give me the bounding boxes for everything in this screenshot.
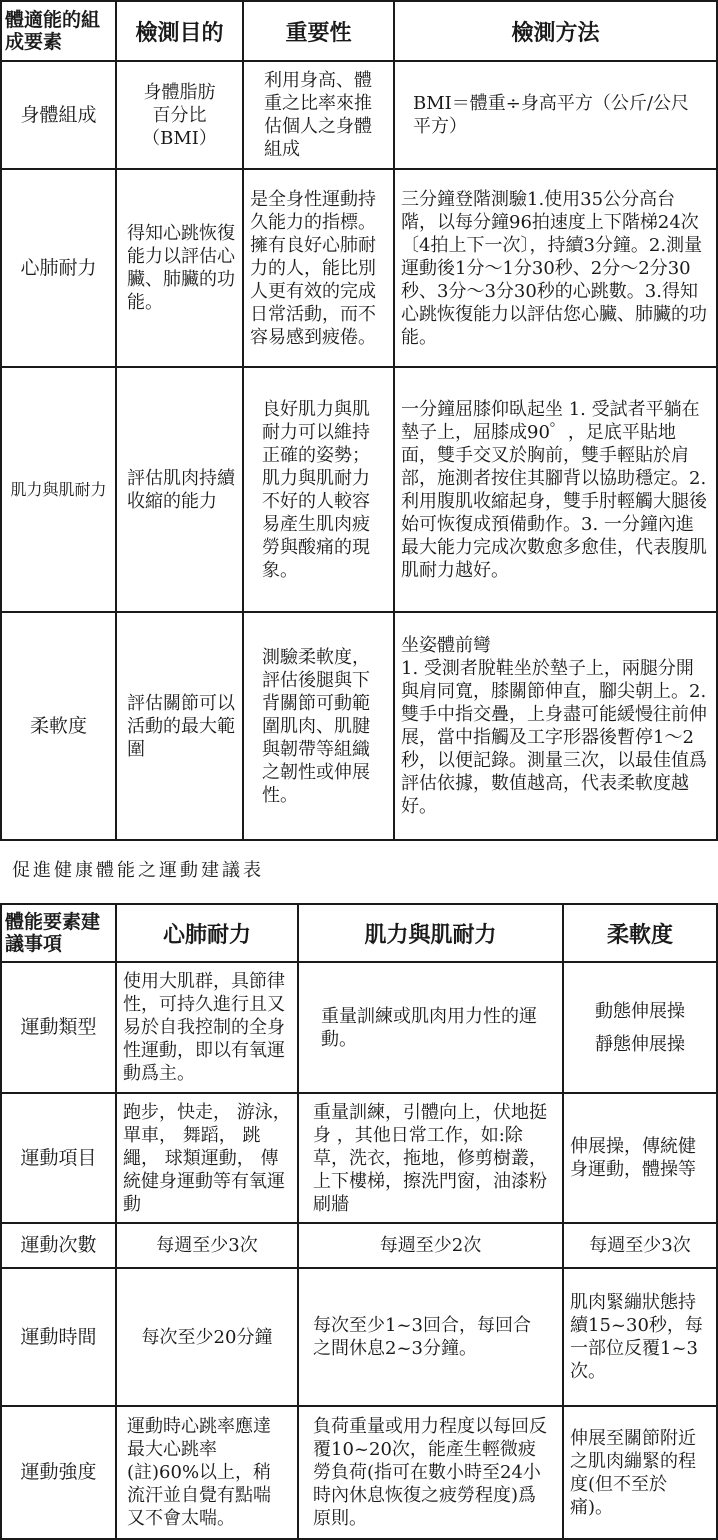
cell-flexibility: 伸展至關節附近之肌肉繃緊的程度(但不至於痛)。 xyxy=(563,1406,717,1539)
table-header-row xyxy=(1,1,717,61)
cell-importance: 利用身高、體重之比率來推估個人之身體組成 xyxy=(243,61,394,169)
table-row xyxy=(1,1268,717,1406)
cell-strength: 每週至少2次 xyxy=(298,1223,563,1268)
cell-flexibility xyxy=(563,962,717,1093)
table-row xyxy=(1,169,717,367)
cell-cardio: 每次至少20分鐘 xyxy=(116,1268,298,1406)
row-label-exercise-type: 運動類型 xyxy=(1,962,116,1093)
static-stretch: 靜態伸展操 xyxy=(595,1033,685,1055)
header-test-purpose: 檢測目的 xyxy=(116,1,243,61)
cell-strength: 重量訓練或肌肉用力性的運動。 xyxy=(298,962,563,1093)
table-row xyxy=(1,61,717,169)
cell-method: 一分鐘屈膝仰臥起坐 1. 受試者平躺在墊子上，屈膝成90゜，足底平貼地面，雙手交叉於胸前，雙手輕貼於肩部，施測者按住其腳背以協助穩定。2. 利用腹肌收縮起身，雙手肘輕觸大腿後始可恢復成預備動作。3. 一分鐘內進最大能力完成次數愈多愈佳，代表腹肌肌耐力越好。 xyxy=(394,367,717,612)
cell-cardio: 每週至少3次 xyxy=(116,1223,298,1268)
header-flexibility: 柔軟度 xyxy=(563,904,717,962)
table-row xyxy=(1,1223,717,1268)
table-corner-header: 體適能的組成要素 xyxy=(1,1,116,61)
table-corner-header: 體能要素建議事項 xyxy=(1,904,116,962)
cell-flexibility: 肌肉緊繃狀態持續15~30秒，每一部位反覆1~3次。 xyxy=(563,1268,717,1406)
cell-method: 三分鐘登階測驗1.使用35公分高台階，以每分鐘96拍速度上下階梯24次〔4拍上下一次〕，持續3分鐘。2.測量運動後1分～1分30秒、2分～2分30秒、3分～3分30秒的心跳數。3.得知心跳恢復能力以評估您心臟、肺臟的功能。 xyxy=(394,169,717,367)
row-label-flexibility: 柔軟度 xyxy=(1,612,116,840)
row-label-muscle-strength: 肌力與肌耐力 xyxy=(1,367,116,612)
cell-purpose: 得知心跳恢復能力以評估心臟、肺臟的功能。 xyxy=(116,169,243,367)
cell-method xyxy=(394,612,717,840)
header-test-method: 檢測方法 xyxy=(394,1,717,61)
cell-flexibility: 伸展操，傳統健身運動，體操等 xyxy=(563,1093,717,1223)
row-label-exercise-frequency: 運動次數 xyxy=(1,1223,116,1268)
cell-purpose: 評估肌肉持續收縮的能力 xyxy=(116,367,243,612)
table-caption: 促進健康體能之運動建議表 xyxy=(12,860,264,881)
method-steps: 1. 受測者脫鞋坐於墊子上，兩腿分開與肩同寬，膝關節伸直，腳尖朝上。2. 雙手中指交疊，上身盡可能緩慢往前伸展，當中指觸及工字形器後暫停1～2秒，以便記錄。測量三次，以最佳值爲評估依據，數值越高，代表柔軟度越好。 xyxy=(401,658,707,817)
row-label-exercise-intensity: 運動強度 xyxy=(1,1406,116,1539)
table-header-row xyxy=(1,904,717,962)
row-label-exercise-duration: 運動時間 xyxy=(1,1268,116,1406)
table-row xyxy=(1,962,717,1093)
dynamic-stretch: 動態伸展操 xyxy=(595,1000,685,1022)
cell-strength: 重量訓練，引體向上，伏地挺身 ，其他日常工作，如:除草，洗衣，拖地，修剪樹叢，上下樓梯，擦洗門窗，油漆粉刷牆 xyxy=(298,1093,563,1223)
cell-cardio: 運動時心跳率應達最大心跳率(註)60%以上，稍流汗並自覺有點喘又不會太喘。 xyxy=(116,1406,298,1539)
cell-importance: 測驗柔軟度，評估後腿與下背關節可動範圍肌肉、肌腱與韌帶等組織之韌性或伸展性。 xyxy=(243,612,394,840)
table-row xyxy=(1,1406,717,1539)
cell-cardio: 跑步，快走， 游泳， 單車， 舞蹈， 跳繩， 球類運動， 傳統健身運動等有氧運動 xyxy=(116,1093,298,1223)
header-importance: 重要性 xyxy=(243,1,394,61)
table-row xyxy=(1,612,717,840)
cell-importance: 是全身性運動持久能力的指標。擁有良好心肺耐力的人，能比別人更有效的完成日常活動，而不容易感到疲倦。 xyxy=(243,169,394,367)
cell-strength: 負荷重量或用力程度以每回反覆10~20次，能產生輕微疲勞負荷(指可在數小時至24小時內休息恢復之疲勞程度)爲原則。 xyxy=(298,1406,563,1539)
cell-strength: 每次至少1~3回合，每回合之間休息2~3分鐘。 xyxy=(298,1268,563,1406)
exercise-recommendation-table xyxy=(0,903,718,1540)
header-muscle-strength: 肌力與肌耐力 xyxy=(298,904,563,962)
row-label-cardio-endurance: 心肺耐力 xyxy=(1,169,116,367)
cell-purpose: 身體脂肪百分比（BMI） xyxy=(116,61,243,169)
header-cardio-endurance: 心肺耐力 xyxy=(116,904,298,962)
row-label-exercise-items: 運動項目 xyxy=(1,1093,116,1223)
table-row xyxy=(1,1093,717,1223)
table-row xyxy=(1,367,717,612)
cell-importance: 良好肌力與肌耐力可以維持正確的姿勢；肌力與肌耐力不好的人較容易產生肌肉疲勞與酸痛的現象。 xyxy=(243,367,394,612)
cell-method: BMI＝體重÷身高平方（公斤/公尺平方） xyxy=(394,61,717,169)
cell-flexibility: 每週至少3次 xyxy=(563,1223,717,1268)
cell-purpose: 評估關節可以活動的最大範圍 xyxy=(116,612,243,840)
row-label-body-composition: 身體組成 xyxy=(1,61,116,169)
method-title: 坐姿體前彎 xyxy=(401,635,491,656)
cell-cardio: 使用大肌群，具節律性，可持久進行且又易於自我控制的全身性運動，即以有氧運動爲主。 xyxy=(116,962,298,1093)
